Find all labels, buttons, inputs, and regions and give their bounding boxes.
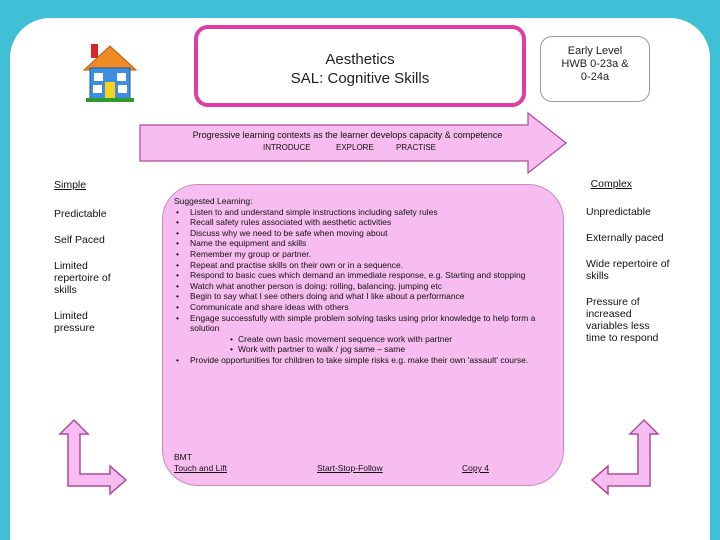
stage-introduce: INTRODUCE (263, 143, 311, 152)
link-copy-4[interactable]: Copy 4 (462, 463, 489, 473)
complex-label: Complex (590, 178, 632, 190)
learning-sub-item: • Create own basic movement sequence work with partner (186, 334, 549, 345)
arrow-text: Progressive learning contexts as the learner develops capacity & competence (192, 130, 503, 140)
bent-arrow-right-icon (588, 418, 660, 498)
right-item: Pressure of increased variables less time to respond (586, 296, 659, 344)
learning-item: • Discuss why we need to be safe when moving about (186, 228, 549, 239)
right-item: Externally paced (586, 232, 664, 244)
left-item: Predictable (54, 208, 107, 220)
learning-item: • Communicate and share ideas with others (186, 302, 549, 313)
stage-practise: PRACTISE (396, 143, 437, 152)
learning-item: • Remember my group or partner. (186, 249, 549, 260)
simple-label: Simple (54, 179, 87, 191)
title-line-2: SAL: Cognitive Skills (290, 70, 430, 87)
learning-item: • Name the equipment and skills (186, 238, 549, 249)
right-column (586, 178, 696, 358)
learning-item: • Engage successfully with simple problem solving tasks using prior knowledge to help form a solution (186, 313, 549, 334)
right-item: Wide repertoire of skills (586, 258, 670, 282)
learning-sub-item: • Work with partner to walk / jog same – same (186, 344, 549, 355)
left-item: Limited pressure (54, 310, 95, 334)
learning-item: • Provide opportunities for children to take simple risks e.g. make their own 'assault' course. (186, 355, 549, 366)
level-line-3: 0-24a (580, 71, 610, 83)
stage-explore: EXPLORE (336, 143, 374, 152)
house-icon (82, 40, 138, 102)
right-item: Unpredictable (586, 206, 651, 218)
bent-arrow-left-icon (58, 418, 130, 498)
title-box (194, 25, 526, 107)
learning-item: • Repeat and practise skills on their own or in a sequence. (186, 260, 549, 271)
learning-item: • Watch what another person is doing: rolling, balancing, jumping etc (186, 281, 549, 292)
level-line-1: Early Level (567, 45, 623, 57)
level-line-2: HWB 0-23a & (561, 58, 629, 70)
title-line-1: Aesthetics (325, 51, 395, 68)
left-item: Limited repertoire of skills (54, 260, 111, 296)
left-item: Self Paced (54, 234, 105, 246)
link-touch-and-lift[interactable]: Touch and Lift (174, 463, 227, 473)
bmt-label: BMT (174, 452, 192, 462)
left-column (54, 179, 154, 348)
level-box (540, 36, 650, 102)
learning-item: • Listen to and understand simple instructions including safety rules (186, 207, 549, 218)
learning-item: • Recall safety rules associated with aesthetic activities (186, 217, 549, 228)
learning-item: • Respond to basic cues which demand an immediate response, e.g. Starting and stopping (186, 270, 549, 281)
link-start-stop-follow[interactable]: Start-Stop-Follow (317, 463, 383, 473)
learning-heading: Suggested Learning: (174, 196, 253, 206)
learning-item: • Begin to say what I see others doing and what I like about a performance (186, 291, 549, 302)
suggested-learning (174, 196, 549, 366)
